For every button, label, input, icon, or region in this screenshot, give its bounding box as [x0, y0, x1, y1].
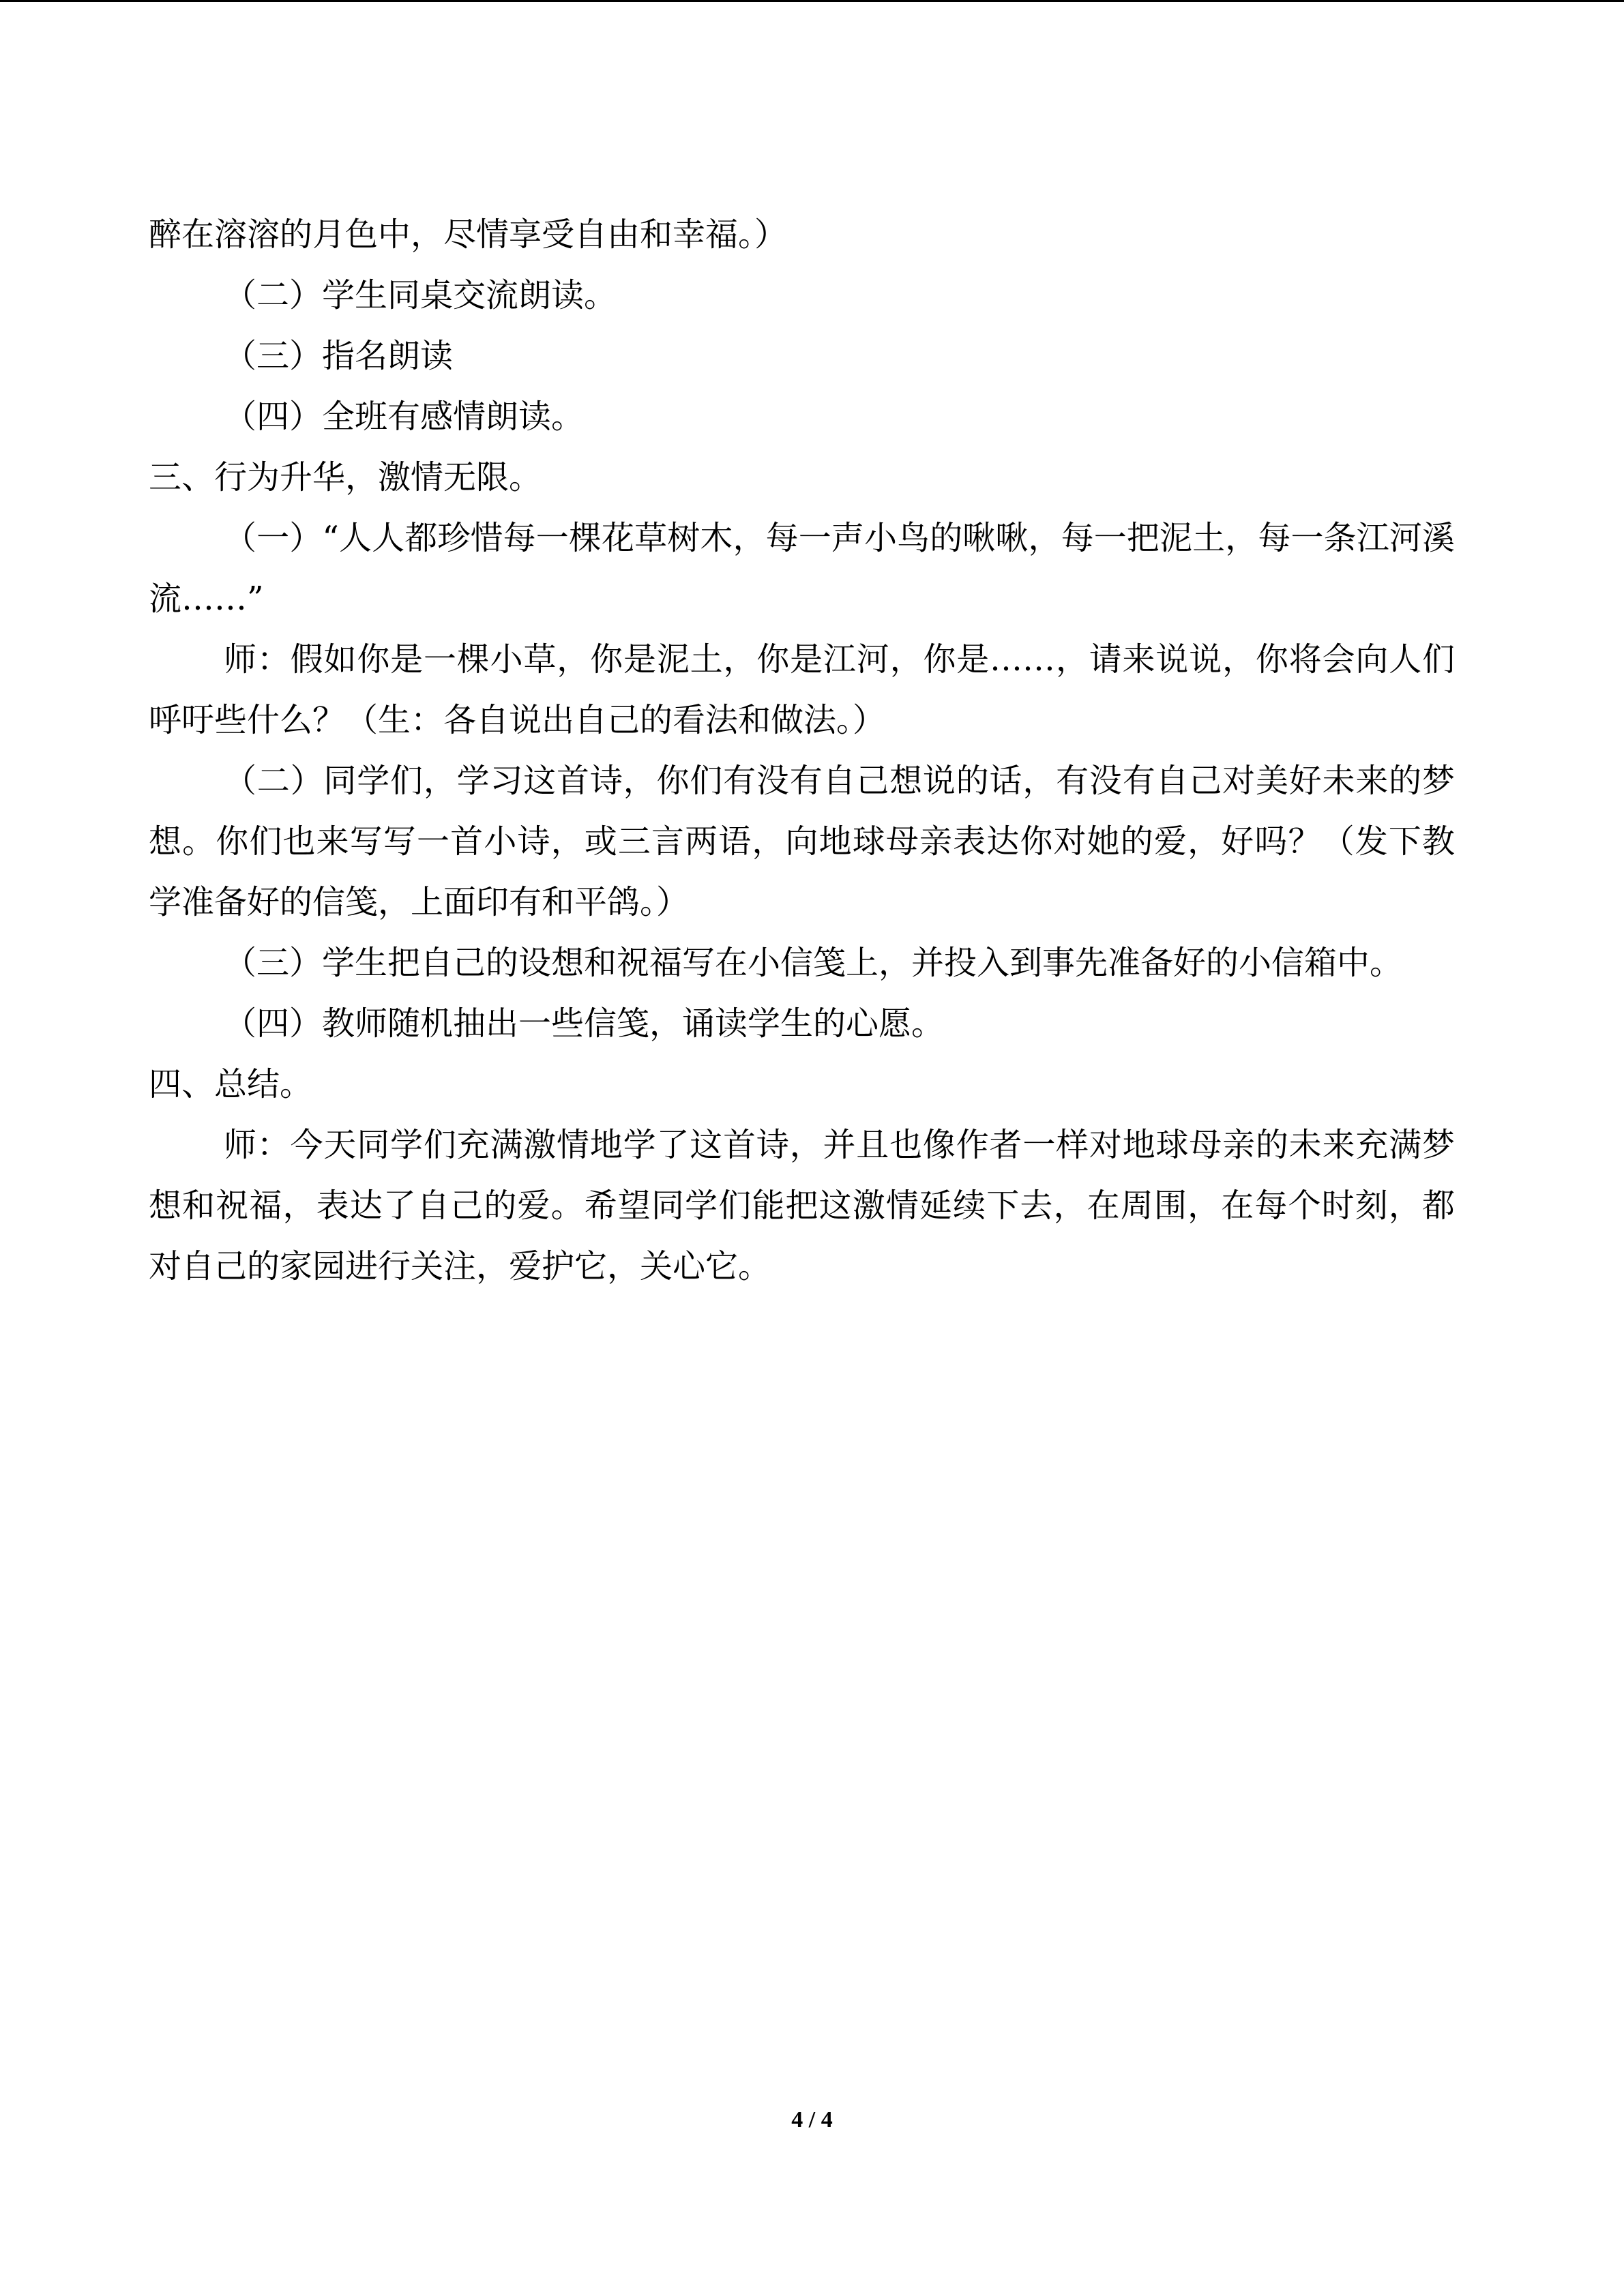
section-heading-3: 三、行为升华，激情无限。 [149, 458, 542, 496]
paragraph-item-4: （四）全班有感情朗读。 [224, 398, 585, 436]
paragraph-item-3b: （三）学生把自己的设想和祝福写在小信笺上，并投入到事先准备好的小信箱中。 [224, 944, 1403, 982]
page-top-border [0, 0, 1624, 2]
paragraph-item-3: （三）指名朗读 [224, 337, 454, 375]
paragraph-item-2b: （二）同学们，学习这首诗，你们有没有自己想说的话，有没有自己对美好未来的梦想。你们也来写写一首小诗，或三言两语，向地球母亲表达你对她的爱，好吗？（发下教学准备好的信笺，上面印有和平鸽。） [149, 762, 1455, 921]
section-heading-4: 四、总结。 [149, 1065, 313, 1103]
paragraph-item-2: （二）学生同桌交流朗读。 [224, 276, 617, 314]
page-number: 4 / 4 [791, 2107, 833, 2132]
paragraph-item-4b: （四）教师随机抽出一些信笺，诵读学生的心愿。 [224, 1004, 945, 1043]
paragraph-summary: 师：今天同学们充满激情地学了这首诗，并且也像作者一样对地球母亲的未来充满梦想和祝福，表达了自己的爱。希望同学们能把这激情延续下去，在周围，在每个时刻，都对自己的家园进行关注，爱护它，关心它。 [149, 1126, 1455, 1285]
paragraph-continuation: 醉在溶溶的月色中，尽情享受自由和幸福。） [149, 215, 788, 254]
paragraph-item-1: （一）“人人都珍惜每一棵花草树木，每一声小鸟的啾啾，每一把泥土，每一条江河溪流……” [149, 519, 1455, 618]
document-body [149, 205, 1455, 1297]
paragraph-teacher-prompt: 师：假如你是一棵小草，你是泥土，你是江河，你是……，请来说说，你将会向人们呼吁些什么？（生：各自说出自己的看法和做法。） [149, 640, 1455, 739]
